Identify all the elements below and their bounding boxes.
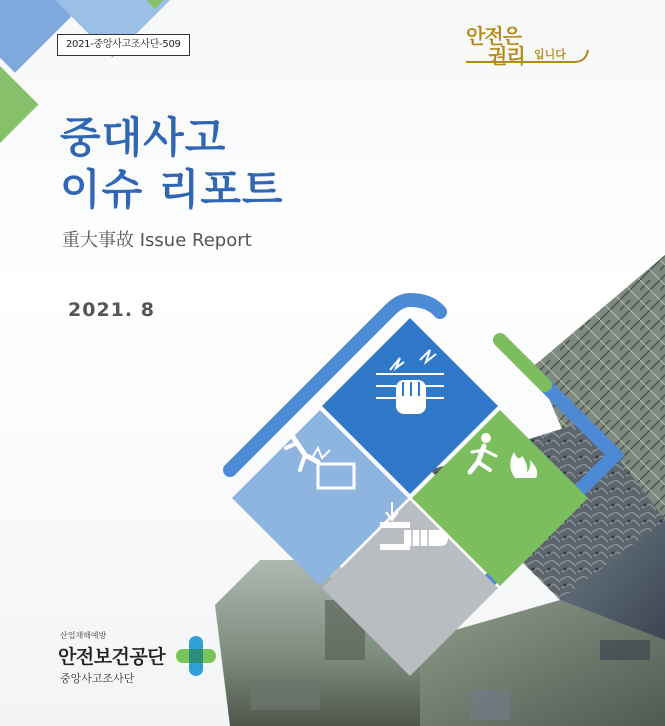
slogan-sub: 입니다	[534, 48, 566, 61]
org-name: 안전보건공단	[58, 646, 166, 668]
org-tagline: 산업재해예방	[60, 631, 107, 640]
title-line-2: 이슈 리포트	[60, 165, 284, 214]
cross-logo-icon	[174, 634, 218, 678]
org-dept: 중앙사고조사단	[60, 672, 135, 685]
document-code: 2021-중앙사고조사단-509	[57, 34, 190, 56]
slogan-main-2: 권리	[488, 44, 525, 68]
report-subtitle: 重大事故 Issue Report	[62, 230, 252, 251]
title-line-1: 중대사고	[60, 113, 227, 162]
kosha-logo	[58, 630, 228, 710]
slogan-main: 안전은	[466, 24, 521, 48]
report-date: 2021. 8	[68, 299, 155, 321]
